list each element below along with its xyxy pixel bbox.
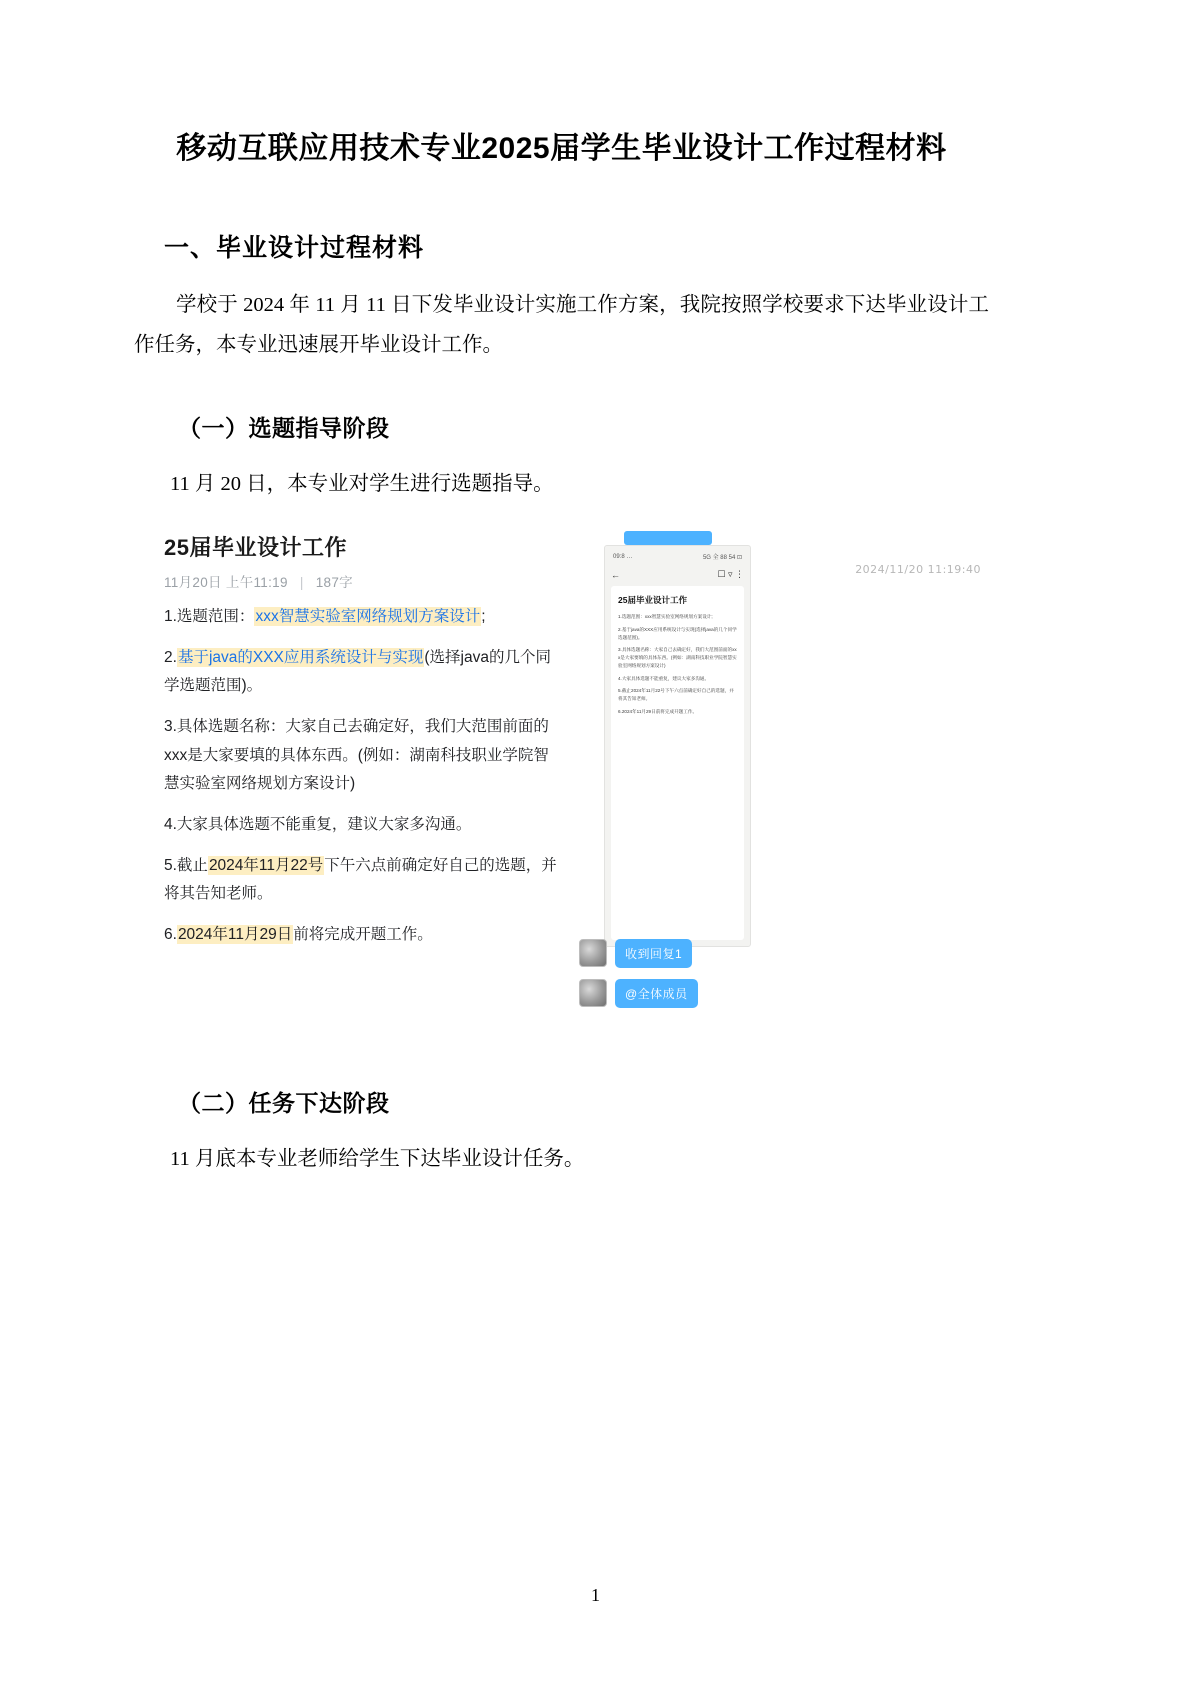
note-line [164, 644, 564, 701]
note-line-suffix: 前将完成开题工作。 [293, 925, 433, 943]
screenshot-timestamp: 2024/11/20 11:19:40 [855, 562, 981, 576]
phone-status-right: 5G 全 88 54 ⊡ [702, 555, 742, 562]
note-line-suffix: 下午六点前确定好自己的选题，并将其告知老师。 [164, 856, 557, 903]
note-line-prefix: 4.大家具体选题不能重复，建议大家多沟通。 [164, 815, 472, 833]
note-title: 25届毕业设计工作 [164, 534, 347, 560]
more-icon[interactable]: ⋮ [735, 569, 744, 580]
phone-note-line: 2.基于java的XXX应用系统设计与实现(选择java的几个同学选题范围)。 [618, 626, 737, 640]
phone-note-line: 1.选题范围：xxx智慧实验室网络规划方案设计; [618, 613, 713, 619]
chat-bubble: 收到回复1 [615, 939, 692, 968]
phone-status-left: 09:8 … [613, 553, 633, 560]
phone-note-line: 3.具体选题名称：大家自己去确定好，我们大范围前面的xxx是大家要填的具体东西。(例如：湖南科技职业学院智慧实验室网络规划方案设计) [618, 647, 737, 668]
phone-note-sheet [611, 586, 744, 940]
note-wordcount: 187字 [315, 574, 353, 590]
note-line [164, 713, 564, 799]
phone-nav-actions [717, 569, 744, 580]
note-line-highlight: xxx智慧实验室网络规划方案设计 [255, 607, 481, 625]
phone-nav-bar [611, 568, 744, 582]
note-line [164, 811, 564, 840]
note-date: 11月20日 上午11:19 [164, 574, 288, 590]
subsection-2-paragraph: 11 月底本专业老师给学生下达毕业设计任务。 [170, 1147, 585, 1170]
note-body [164, 603, 564, 962]
subsection-1-paragraph: 11 月 20 日，本专业对学生进行选题指导。 [170, 472, 554, 495]
note-line [164, 603, 564, 632]
phone-note-title: 25届毕业设计工作 [618, 594, 687, 605]
section-1-paragraph: 学校于 2024 年 11 月 11 日下发毕业设计实施工作方案，我院按照学校要求下达毕业设计工作任务，本专业迅速展开毕业设计工作。 [134, 294, 989, 356]
subsection-heading-2: （二）任务下达阶段 [178, 1089, 390, 1116]
embedded-screenshot [134, 531, 989, 1041]
meta-separator: | [299, 574, 304, 590]
note-line-prefix: 2. [164, 648, 177, 666]
phone-status-bar [613, 552, 742, 562]
phone-note-line: 6.2024年11月29日前将完成开题工作。 [618, 709, 698, 715]
note-meta [164, 571, 353, 591]
note-line [164, 921, 564, 950]
page-number: 1 [591, 1585, 600, 1605]
chat-message [579, 979, 698, 1008]
note-line-prefix: 6. [164, 925, 177, 943]
phone-screenshot [604, 545, 751, 947]
chat-message [579, 939, 692, 968]
user-avatar [579, 979, 607, 1007]
note-line-prefix: 5.截止 [164, 856, 208, 874]
note-line-suffix: (选择java的几个同学选题范围)。 [164, 648, 551, 695]
copy-icon[interactable]: ☐ [717, 569, 726, 580]
chat-banner-bar [624, 531, 712, 545]
note-line-highlight: 基于java的XXX应用系统设计与实现 [177, 648, 424, 666]
note-line-prefix: 1.选题范围： [164, 607, 255, 625]
note-line-prefix: 3.具体选题名称：大家自己去确定好，我们大范围前面的xxx是大家要填的具体东西。(例如：湖南科技职业学院智慧实验室网络规划方案设计) [164, 717, 549, 793]
note-line [164, 852, 564, 909]
note-line-highlight: 2024年11月22号 [208, 856, 324, 874]
phone-note-line: 4.大家具体选题不能重复，建议大家多沟通。 [618, 675, 710, 681]
flag-icon[interactable]: ▿ [727, 569, 733, 580]
user-avatar [579, 939, 607, 967]
section-heading-1: 一、毕业设计过程材料 [164, 234, 425, 262]
note-line-highlight: 2024年11月29日 [177, 925, 293, 943]
page-title: 移动互联应用技术专业2025届学生毕业设计工作过程材料 [176, 132, 947, 165]
document-content [134, 128, 989, 1180]
note-line-suffix: ; [481, 607, 486, 625]
subsection-heading-1: （一）选题指导阶段 [178, 414, 390, 441]
back-arrow-icon[interactable]: ← [611, 569, 620, 580]
phone-note-line: 5.截止2024年11月22号下午六点前确定好自己的选题，并将其告知老师。 [618, 688, 734, 702]
chat-bubble: @全体成员 [615, 979, 698, 1008]
